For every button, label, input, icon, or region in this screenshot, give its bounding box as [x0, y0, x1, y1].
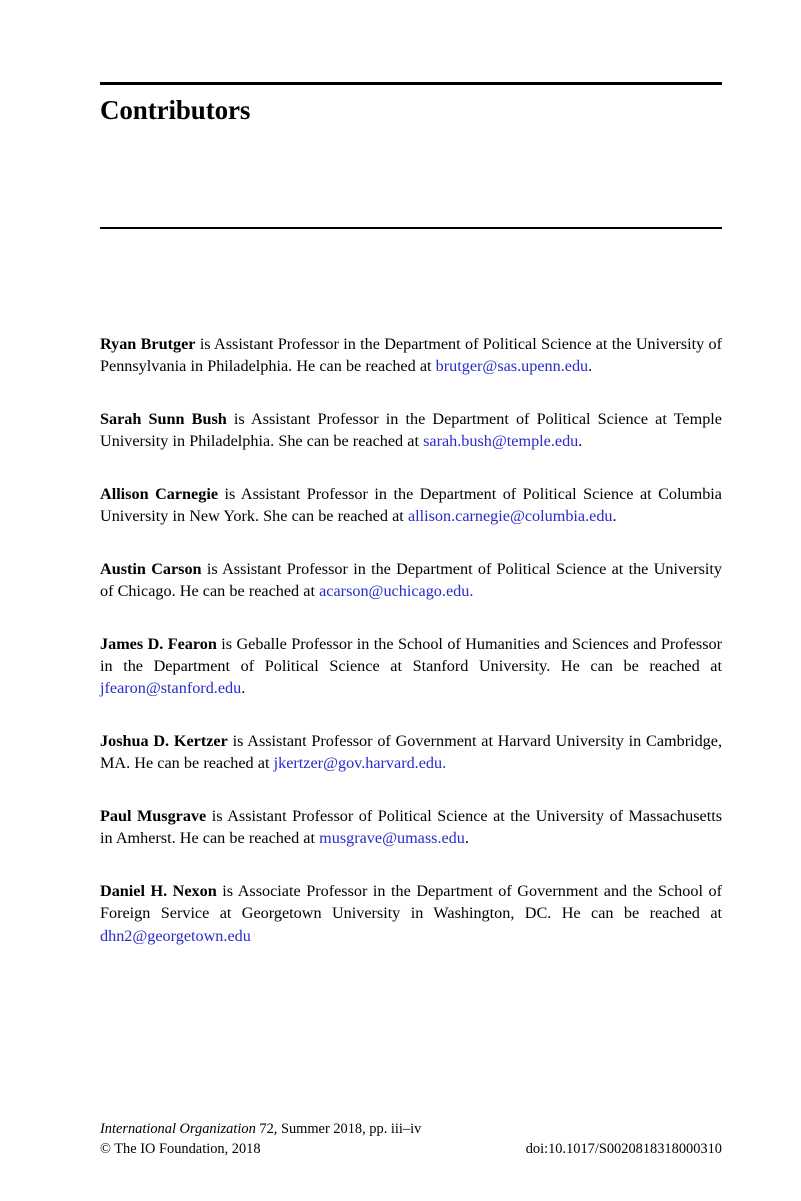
contributor-name: Austin Carson: [100, 560, 202, 578]
contributor-entry: [100, 558, 722, 602]
header-rule-bottom: [100, 227, 722, 229]
footer-issue-info: 72, Summer 2018, pp. iii–iv: [255, 1121, 422, 1137]
contributor-entry: [100, 333, 722, 377]
contributor-entry: [100, 483, 722, 527]
footer-copyright: © The IO Foundation, 2018: [100, 1140, 261, 1157]
contributor-bio: is Geballe Professor in the School of Humanities and Sciences and Professor in the Department of Political Science at Stanford University. He can be reached at: [100, 635, 723, 676]
contributor-email-link[interactable]: sarah.bush@temple.edu: [423, 432, 579, 451]
contributor-email-link[interactable]: allison.carnegie@columbia.edu: [407, 507, 613, 526]
contributor-email-link[interactable]: musgrave@umass.edu: [319, 829, 465, 848]
footer-doi: doi:10.1017/S0020818318000310: [525, 1140, 722, 1157]
contributor-bio: is Assistant Professor of Government at Harvard University in Cambridge, MA. He can be reached at: [100, 732, 723, 773]
contributor-email-link[interactable]: dhn2@georgetown.edu: [100, 926, 251, 945]
contributor-entry: [100, 880, 722, 947]
page-footer: [100, 1120, 722, 1159]
footer-bottom-line: [100, 1140, 722, 1160]
contributor-entry: [100, 805, 722, 849]
footer-journal-title: International Organization: [100, 1121, 256, 1137]
contributor-bio: is Assistant Professor in the Department of Political Science at Temple University in Philadelphia. She can be reached at: [100, 410, 722, 451]
contributor-bio: is Assistant Professor in the Department of Political Science at the University of Pennsylvania in Philadelphia. He can be reached at: [100, 335, 722, 376]
page-header: [100, 82, 722, 126]
contributor-bio: is Associate Professor in the Department of Government and the School of Foreign Service at Georgetown University in Washington, DC. He can be reached at: [100, 882, 722, 923]
contributor-trailing-punctuation: .: [612, 507, 617, 526]
footer-journal-line: [100, 1120, 722, 1140]
contributor-bio: is Assistant Professor in the Department of Political Science at Columbia University in New York. She can be reached at: [100, 485, 722, 526]
contributor-trailing-punctuation: .: [469, 582, 474, 601]
contributor-name: Paul Musgrave: [100, 807, 207, 826]
contributor-bio: is Assistant Professor in the Department of Political Science at the University of Chicago. He can be reached at: [100, 560, 722, 601]
contributor-name: Ryan Brutger: [100, 335, 196, 353]
header-rule-bottom-wrapper: [100, 227, 722, 229]
contributor-trailing-punctuation: .: [588, 357, 593, 376]
page-title: Contributors: [100, 95, 251, 125]
contributor-email-link[interactable]: acarson@uchicago.edu: [319, 582, 470, 601]
contributor-email-link[interactable]: jfearon@stanford.edu: [100, 679, 242, 698]
contributor-trailing-punctuation: .: [464, 829, 469, 848]
contributor-trailing-punctuation: .: [442, 754, 447, 773]
contributor-trailing-punctuation: .: [241, 679, 246, 698]
contributor-name: Daniel H. Nexon: [100, 882, 217, 901]
contributor-name: James D. Fearon: [100, 635, 217, 653]
contributor-name: Sarah Sunn Bush: [100, 410, 227, 428]
contributor-email-link[interactable]: brutger@sas.upenn.edu: [435, 357, 589, 376]
contributor-name: Allison Carnegie: [100, 485, 219, 503]
contributor-name: Joshua D. Kertzer: [100, 732, 228, 751]
contributor-entry: [100, 408, 722, 452]
contributor-trailing-punctuation: .: [578, 432, 583, 451]
contributor-entry: [100, 633, 722, 700]
contributor-bio: is Assistant Professor of Political Science at the University of Massachusetts in Amherst. He can be reached at: [100, 807, 722, 848]
contributor-email-link[interactable]: jkertzer@gov.harvard.edu: [273, 754, 443, 773]
header-rule-top: [100, 82, 722, 85]
contributors-list: [100, 333, 722, 947]
contributor-entry: [100, 730, 722, 774]
